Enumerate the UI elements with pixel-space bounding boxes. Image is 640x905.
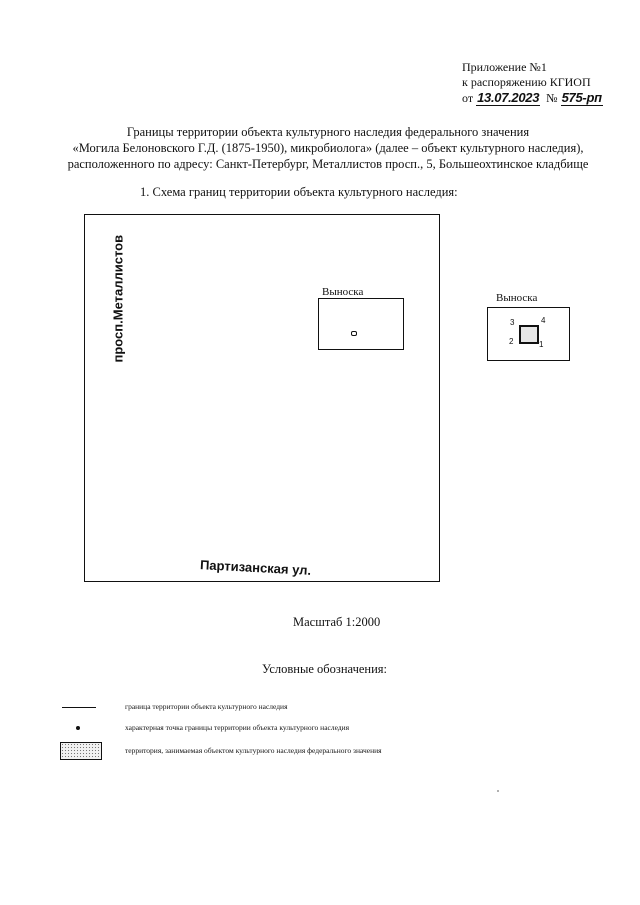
point-label-2: 2 xyxy=(509,337,514,346)
callout-label-side: Выноска xyxy=(496,292,538,304)
legend-item-boundary: граница территории объекта культурного наследия xyxy=(125,702,288,711)
callout-label-main: Выноска xyxy=(322,286,364,298)
legend-point-icon xyxy=(76,726,80,730)
title-line-1: Границы территории объекта культурного наследия федерального значения xyxy=(126,125,530,139)
point-label-4: 4 xyxy=(541,316,546,325)
scale-label: Масштаб 1:2000 xyxy=(293,615,381,629)
street-label-partizanskaya: Партизанская ул. xyxy=(199,557,312,578)
legend-boundary-line-icon xyxy=(62,707,96,708)
title-line-3: расположенного по адресу: Санкт-Петербург, Металлистов просп., 5, Большеохтинское кладбище xyxy=(67,157,589,171)
appendix-date-line xyxy=(462,90,603,106)
site-marker-icon xyxy=(351,331,357,336)
street-label-metallistov: просп.Металлистов xyxy=(110,234,126,363)
document-title xyxy=(40,124,616,172)
callout-box-main xyxy=(318,298,404,350)
point-label-3: 3 xyxy=(510,318,515,327)
scheme-heading: 1. Схема границ территории объекта культурного наследия: xyxy=(140,185,458,199)
appendix-title: Приложение №1 xyxy=(462,60,547,74)
territory-plot xyxy=(519,325,539,344)
legend-area-icon xyxy=(60,742,102,760)
map-frame xyxy=(84,214,440,582)
title-line-2: «Могила Белоновского Г.Д. (1875-1950), микробиолога» (далее – объект культурного наследия), xyxy=(72,141,584,155)
appendix-block xyxy=(462,60,603,106)
legend-title: Условные обозначения: xyxy=(262,662,388,676)
legend-item-point: характерная точка границы территории объекта культурного наследия xyxy=(125,723,350,732)
number-prefix: № xyxy=(546,91,558,105)
order-number: 575-рп xyxy=(561,90,602,105)
scan-speck xyxy=(497,790,499,792)
legend-item-area: территория, занимаемая объектом культурного наследия федерального значения xyxy=(125,746,382,755)
appendix-order: к распоряжению КГИОП xyxy=(462,75,591,89)
order-date: 13.07.2023 xyxy=(477,90,540,105)
date-prefix: от xyxy=(462,91,474,105)
point-label-1: 1 xyxy=(539,340,544,349)
